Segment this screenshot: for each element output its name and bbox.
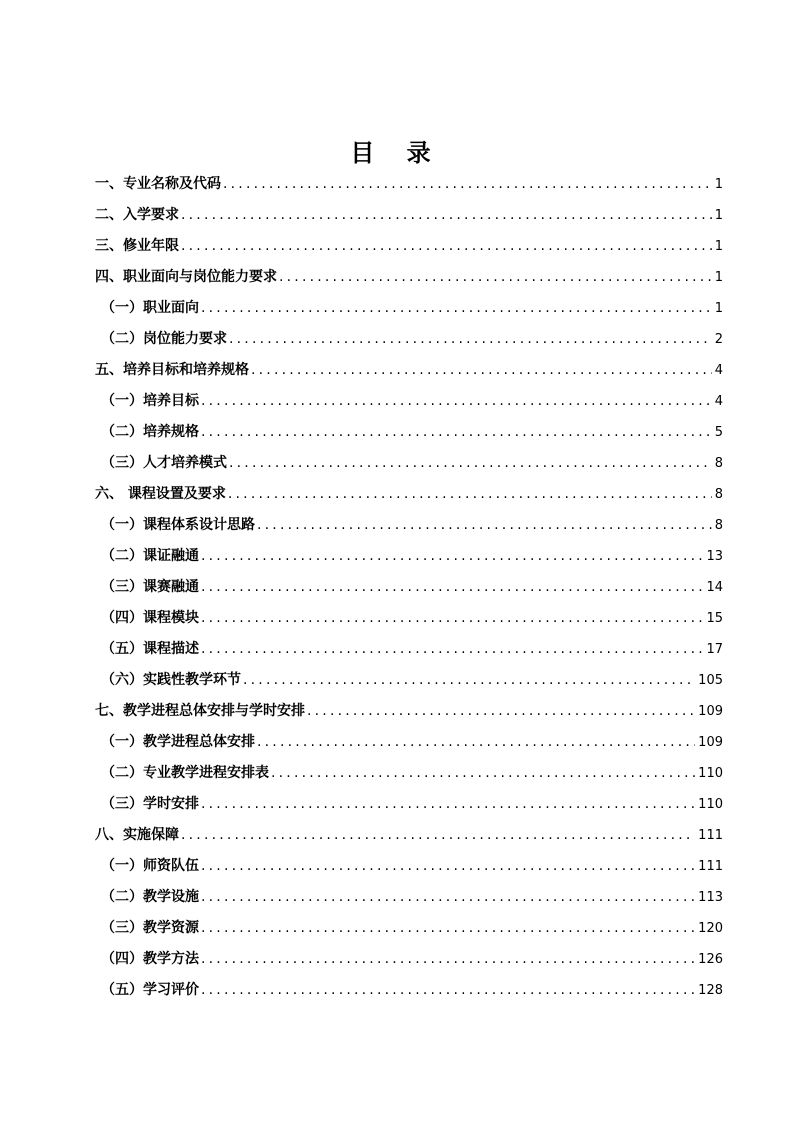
toc-entry-label: （三）人才培养模式: [101, 455, 227, 471]
toc-entry-label: （三）课赛融通: [101, 579, 199, 595]
toc-entry[interactable]: [95, 730, 723, 761]
toc-entry-label: 七、教学进程总体安排与学时安排: [95, 703, 305, 719]
toc-dot-leader: [257, 513, 712, 537]
toc-dot-leader: [201, 296, 712, 320]
toc-entry-label: 三、修业年限: [95, 238, 179, 254]
toc-entry-label: （二）教学设施: [101, 889, 199, 905]
toc-entry[interactable]: [95, 389, 723, 420]
toc-page-number: 111: [698, 859, 723, 874]
toc-entry[interactable]: [95, 203, 723, 234]
toc-page-number: 111: [698, 828, 723, 843]
toc-entry[interactable]: [95, 265, 723, 296]
toc-page-number: 1: [714, 208, 723, 223]
toc-dot-leader: [201, 885, 695, 909]
toc-dot-leader: [181, 823, 695, 847]
toc-page-number: 2: [714, 332, 723, 347]
toc-dot-leader: [223, 172, 712, 196]
toc-entry[interactable]: [95, 234, 723, 265]
toc-dot-leader: [201, 978, 695, 1002]
toc-entry[interactable]: [95, 482, 723, 513]
toc-entry[interactable]: [95, 792, 723, 823]
toc-dot-leader: [201, 544, 703, 568]
toc-title: 目 录: [350, 139, 443, 167]
toc-dot-leader: [279, 265, 712, 289]
toc-page-number: 8: [714, 518, 723, 533]
toc-entry[interactable]: [95, 544, 723, 575]
toc-entry-label: 二、入学要求: [95, 207, 179, 223]
toc-dot-leader: [229, 451, 712, 475]
toc-page-number: 8: [714, 456, 723, 471]
toc-entry[interactable]: [95, 916, 723, 947]
toc-entry[interactable]: [95, 854, 723, 885]
toc-entry[interactable]: [95, 947, 723, 978]
toc-dot-leader: [201, 792, 695, 816]
table-of-contents: [95, 172, 723, 1009]
toc-entry[interactable]: [95, 668, 723, 699]
toc-entry[interactable]: [95, 172, 723, 203]
toc-entry-label: 六、 课程设置及要求: [95, 486, 226, 502]
toc-page-number: 13: [706, 549, 723, 564]
toc-entry-label: （一）课程体系设计思路: [101, 517, 255, 533]
toc-entry-label: （二）岗位能力要求: [101, 331, 227, 347]
toc-entry[interactable]: [95, 823, 723, 854]
toc-entry-label: （一）职业面向: [101, 300, 199, 316]
toc-entry[interactable]: [95, 296, 723, 327]
toc-entry[interactable]: [95, 451, 723, 482]
toc-entry[interactable]: [95, 637, 723, 668]
toc-entry-label: （一）培养目标: [101, 393, 199, 409]
toc-entry-label: 八、实施保障: [95, 827, 179, 843]
toc-dot-leader: [201, 575, 703, 599]
toc-page-number: 105: [698, 673, 723, 688]
toc-dot-leader: [181, 203, 712, 227]
toc-entry-label: （二）课证融通: [101, 548, 199, 564]
toc-page-number: 1: [714, 270, 723, 285]
toc-dot-leader: [181, 234, 712, 258]
toc-entry-label: （五）课程描述: [101, 641, 199, 657]
toc-entry[interactable]: [95, 327, 723, 358]
toc-page-number: 126: [698, 952, 723, 967]
toc-dot-leader: [201, 947, 695, 971]
toc-dot-leader: [251, 358, 712, 382]
toc-dot-leader: [201, 637, 703, 661]
toc-entry-label: 四、职业面向与岗位能力要求: [95, 269, 277, 285]
toc-page-number: 128: [698, 983, 723, 998]
toc-page-number: 17: [706, 642, 723, 657]
toc-dot-leader: [257, 730, 695, 754]
toc-entry-label: （一）师资队伍: [101, 858, 199, 874]
toc-dot-leader: [201, 420, 712, 444]
toc-page-number: 109: [698, 735, 723, 750]
toc-page-number: 110: [698, 797, 723, 812]
toc-entry-label: （四）课程模块: [101, 610, 199, 626]
toc-entry[interactable]: [95, 575, 723, 606]
toc-page-number: 15: [706, 611, 723, 626]
toc-dot-leader: [201, 854, 695, 878]
toc-dot-leader: [243, 668, 695, 692]
toc-entry-label: 一、专业名称及代码: [95, 176, 221, 192]
toc-page-number: 5: [714, 425, 723, 440]
toc-entry[interactable]: [95, 358, 723, 389]
toc-entry[interactable]: [95, 761, 723, 792]
toc-page-number: 1: [714, 301, 723, 316]
toc-entry-label: （三）学时安排: [101, 796, 199, 812]
toc-entry[interactable]: [95, 885, 723, 916]
toc-page-number: 113: [698, 890, 723, 905]
toc-entry-label: （三）教学资源: [101, 920, 199, 936]
toc-entry-label: （五）学习评价: [101, 982, 199, 998]
toc-entry[interactable]: [95, 420, 723, 451]
toc-entry[interactable]: [95, 978, 723, 1009]
toc-entry[interactable]: [95, 606, 723, 637]
toc-entry[interactable]: [95, 513, 723, 544]
toc-dot-leader: [271, 761, 695, 785]
toc-dot-leader: [201, 606, 703, 630]
toc-dot-leader: [201, 916, 695, 940]
toc-dot-leader: [201, 389, 712, 413]
toc-page-number: 110: [698, 766, 723, 781]
toc-entry-label: （二）培养规格: [101, 424, 199, 440]
toc-entry-label: 五、培养目标和培养规格: [95, 362, 249, 378]
toc-page-number: 1: [714, 177, 723, 192]
toc-page-number: 109: [698, 704, 723, 719]
toc-page-number: 8: [714, 487, 723, 502]
toc-entry-label: （六）实践性教学环节: [101, 672, 241, 688]
toc-entry-label: （四）教学方法: [101, 951, 199, 967]
toc-entry[interactable]: [95, 699, 723, 730]
toc-page-number: 120: [698, 921, 723, 936]
toc-entry-label: （一）教学进程总体安排: [101, 734, 255, 750]
toc-entry-label: （二）专业教学进程安排表: [101, 765, 269, 781]
toc-page-number: 4: [714, 363, 723, 378]
toc-page-number: 4: [714, 394, 723, 409]
toc-dot-leader: [228, 482, 712, 506]
toc-page-number: 14: [706, 580, 723, 595]
toc-dot-leader: [307, 699, 695, 723]
toc-page-number: 1: [714, 239, 723, 254]
toc-dot-leader: [229, 327, 712, 351]
